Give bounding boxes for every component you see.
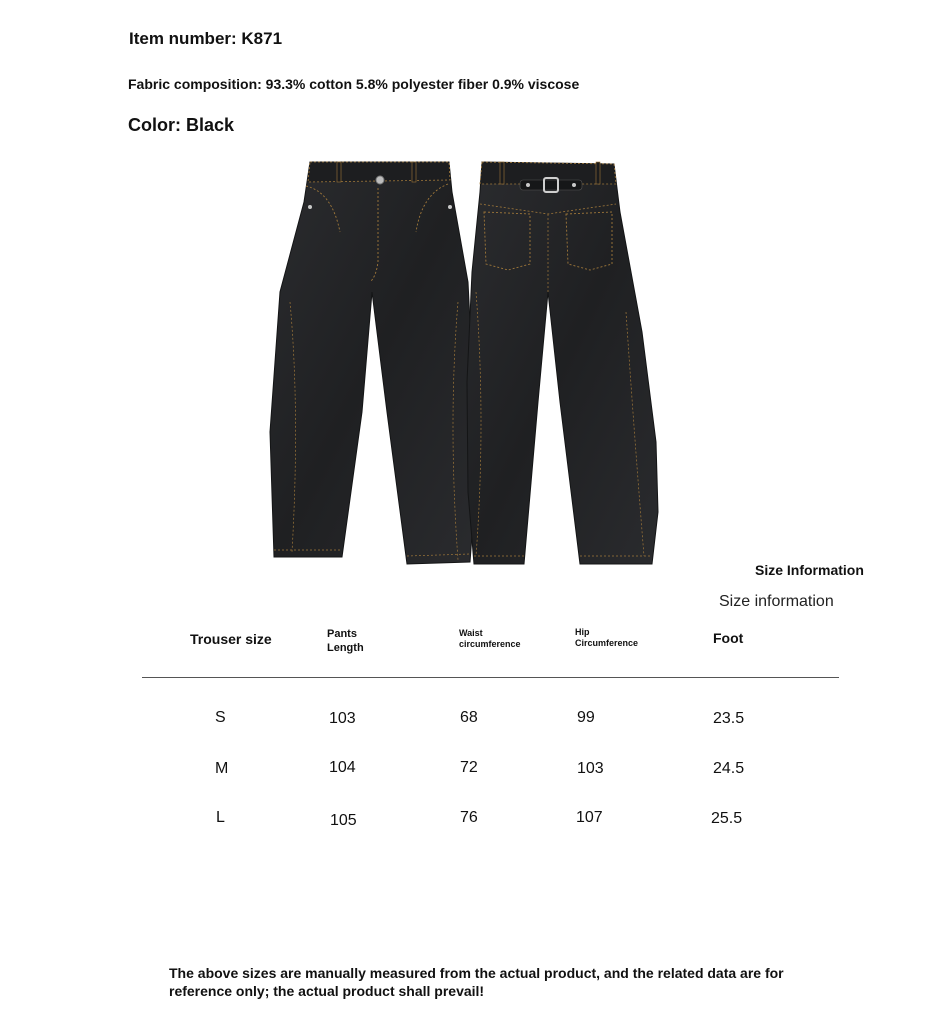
jeans-back-view xyxy=(467,162,658,564)
header-pants-length xyxy=(327,628,397,656)
header-foot: Foot xyxy=(713,630,744,646)
item-number: Item number: K871 xyxy=(129,29,283,48)
fabric-composition: Fabric composition: 93.3% cotton 5.8% polyester fiber 0.9% viscose xyxy=(128,76,580,92)
disclaimer-note: The above sizes are manually measured from the actual product, and the related data are for reference only; the actual product shall prevail! xyxy=(169,965,784,1000)
row-m-foot: 24.5 xyxy=(713,760,745,777)
row-s-waist: 68 xyxy=(460,709,478,726)
row-m-hip: 103 xyxy=(577,760,604,777)
row-m-size: M xyxy=(215,760,229,777)
row-s-hip: 99 xyxy=(577,709,595,726)
color-label: Color: Black xyxy=(128,115,235,135)
row-l-foot: 25.5 xyxy=(711,810,743,827)
row-s-size: S xyxy=(215,709,226,726)
header-hip xyxy=(575,627,665,650)
header-pants-length-line1: Pants xyxy=(327,628,357,640)
size-information-subtitle: Size information xyxy=(719,593,834,610)
row-s-length: 103 xyxy=(329,710,356,727)
header-waist-line1: Waist xyxy=(459,628,483,638)
row-l-waist: 76 xyxy=(460,809,478,826)
size-information-title: Size Information xyxy=(755,562,864,578)
row-m-waist: 72 xyxy=(460,759,478,776)
row-l-hip: 107 xyxy=(576,809,603,826)
jeans-front-view xyxy=(270,162,476,564)
header-waist-line2: circumference xyxy=(459,639,521,650)
row-m-length: 104 xyxy=(329,759,356,776)
header-hip-line2: Circumference xyxy=(575,638,639,649)
header-trouser-size: Trouser size xyxy=(190,631,272,647)
header-waist xyxy=(459,628,549,651)
row-l-length: 105 xyxy=(330,812,357,829)
table-divider xyxy=(142,677,839,678)
header-pants-length-line2: Length xyxy=(327,641,364,654)
product-photo xyxy=(262,152,672,577)
row-s-foot: 23.5 xyxy=(713,710,745,727)
header-hip-line1: Hip xyxy=(575,627,590,637)
row-l-size: L xyxy=(216,809,225,826)
